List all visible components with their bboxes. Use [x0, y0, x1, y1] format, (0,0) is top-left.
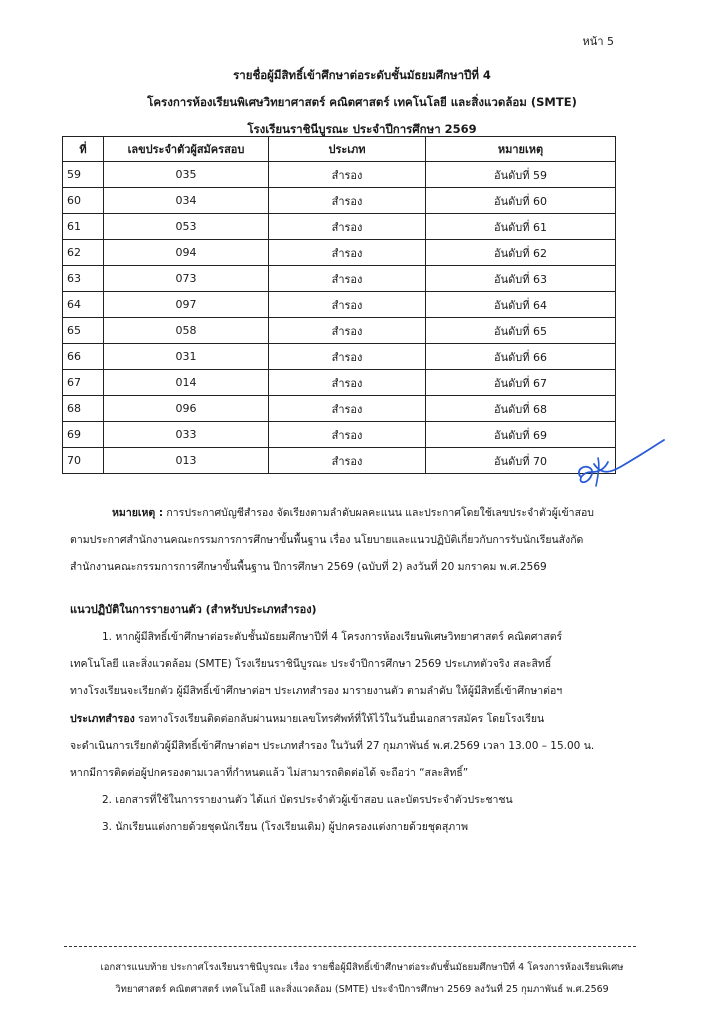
cell-no: 61 [63, 214, 104, 240]
cell-applicant-id: 053 [104, 214, 269, 240]
cell-type: สำรอง [269, 240, 426, 266]
cell-remark: อันดับที่ 68 [426, 396, 616, 422]
remark-label: หมายเหตุ : [112, 507, 164, 519]
guideline-item-1-line-5: จะดำเนินการเรียกตัวผู้มีสิทธิ์เข้าศึกษาต่อฯ ประเภทสำรอง ในวันที่ 27 กุมภาพันธ์ พ.ศ.2569 เวลา 13.00 – 15.00 น. [70, 739, 595, 752]
cell-applicant-id: 073 [104, 266, 269, 292]
cell-type: สำรอง [269, 292, 426, 318]
cell-remark: อันดับที่ 62 [426, 240, 616, 266]
remark-text-1: การประกาศบัญชีสำรอง จัดเรียงตามลำดับผลคะแนน และประกาศโดยใช้เลขประจำตัวผู้เข้าสอบ [166, 507, 594, 519]
cell-applicant-id: 094 [104, 240, 269, 266]
table-row [63, 292, 616, 318]
title-line-2: โครงการห้องเรียนพิเศษวิทยาศาสตร์ คณิตศาสตร์ เทคโนโลยี และสิ่งแวดล้อม (SMTE) [147, 95, 577, 109]
cell-type: สำรอง [269, 370, 426, 396]
cell-type: สำรอง [269, 188, 426, 214]
cell-no: 66 [63, 344, 104, 370]
footer-divider [64, 946, 636, 947]
guideline-item-1-line-4-text: รอทางโรงเรียนติดต่อกลับผ่านหมายเลขโทรศัพท์ที่ให้ไว้ในวันยื่นเอกสารสมัคร โดยโรงเรียน [134, 712, 545, 725]
cell-no: 65 [63, 318, 104, 344]
title-line-1: รายชื่อผู้มีสิทธิ์เข้าศึกษาต่อระดับชั้นมัธยมศึกษาปีที่ 4 [233, 68, 491, 82]
guideline-item-1-line-2: เทคโนโลยี และสิ่งแวดล้อม (SMTE) โรงเรียนราชินีบูรณะ ประจำปีการศึกษา 2569 ประเภทตัวจริง สละสิทธิ์ [70, 658, 552, 671]
header-type: ประเภท [269, 137, 426, 162]
cell-applicant-id: 031 [104, 344, 269, 370]
footer-line-2: วิทยาศาสตร์ คณิตศาสตร์ เทคโนโลยี และสิ่งแวดล้อม (SMTE) ประจำปีการศึกษา 2569 ลงวันที่ 25 กุมภาพันธ์ พ.ศ.2569 [115, 984, 609, 995]
title-line-3: โรงเรียนราชินีบูรณะ ประจำปีการศึกษา 2569 [247, 122, 477, 136]
cell-applicant-id: 013 [104, 448, 269, 474]
table-row [63, 396, 616, 422]
table-row [63, 344, 616, 370]
cell-applicant-id: 058 [104, 318, 269, 344]
cell-remark: อันดับที่ 70 [426, 448, 616, 474]
cell-remark: อันดับที่ 59 [426, 162, 616, 188]
cell-remark: อันดับที่ 65 [426, 318, 616, 344]
signature-mark [572, 436, 668, 496]
cell-remark: อันดับที่ 60 [426, 188, 616, 214]
cell-no: 64 [63, 292, 104, 318]
remark-line-1 [70, 500, 630, 527]
guideline-item-1-line-6: หากมีการติดต่อผู้ปกครองตามเวลาที่กำหนดแล้ว ไม่สามารถติดต่อได้ จะถือว่า “สละสิทธิ์” [70, 767, 469, 780]
cell-applicant-id: 014 [104, 370, 269, 396]
cell-applicant-id: 097 [104, 292, 269, 318]
header-remark: หมายเหตุ [426, 137, 616, 162]
table-row [63, 370, 616, 396]
cell-type: สำรอง [269, 266, 426, 292]
table-row [63, 162, 616, 188]
guideline-item-1-line-1: 1. หากผู้มีสิทธิ์เข้าศึกษาต่อระดับชั้นมัธยมศึกษาปีที่ 4 โครงการห้องเรียนพิเศษวิทยาศาสตร์ คณิตศาสตร์ [102, 631, 563, 643]
cell-type: สำรอง [269, 214, 426, 240]
header-applicant-id: เลขประจำตัวผู้สมัครสอบ [104, 137, 269, 162]
guideline-item-2: 2. เอกสารที่ใช้ในการรายงานตัว ได้แก่ บัตรประจำตัวผู้เข้าสอบ และบัตรประจำตัวประชาชน [102, 794, 513, 807]
cell-remark: อันดับที่ 61 [426, 214, 616, 240]
cell-remark: อันดับที่ 63 [426, 266, 616, 292]
cell-applicant-id: 034 [104, 188, 269, 214]
remark-line-3: สำนักงานคณะกรรมการการศึกษาขั้นพื้นฐาน ปีการศึกษา 2569 (ฉบับที่ 2) ลงวันที่ 20 มกราคม พ.ศ.2569 [70, 561, 547, 573]
cell-no: 70 [63, 448, 104, 474]
cell-no: 60 [63, 188, 104, 214]
cell-remark: อันดับที่ 67 [426, 370, 616, 396]
cell-applicant-id: 096 [104, 396, 269, 422]
cell-type: สำรอง [269, 396, 426, 422]
table-row [63, 448, 616, 474]
guideline-item-1-line-4 [70, 706, 630, 733]
table-row [63, 214, 616, 240]
table-row [63, 422, 616, 448]
cell-type: สำรอง [269, 318, 426, 344]
table-row [63, 188, 616, 214]
cell-remark: อันดับที่ 69 [426, 422, 616, 448]
cell-no: 59 [63, 162, 104, 188]
cell-remark: อันดับที่ 66 [426, 344, 616, 370]
cell-remark: อันดับที่ 64 [426, 292, 616, 318]
cell-no: 63 [63, 266, 104, 292]
remark-line-2: ตามประกาศสำนักงานคณะกรรมการการศึกษาขั้นพื้นฐาน เรื่อง นโยบายและแนวปฏิบัติเกี่ยวกับการรับนักเรียนสังกัด [70, 534, 584, 546]
cell-no: 68 [63, 396, 104, 422]
guideline-item-1-line-3: ทางโรงเรียนจะเรียกตัว ผู้มีสิทธิ์เข้าศึกษาต่อฯ ประเภทสำรอง มารายงานตัว ตามลำดับ ให้ผู้มีสิทธิ์เข้าศึกษาต่อฯ [70, 685, 563, 698]
footer-line-1: เอกสารแนบท้าย ประกาศโรงเรียนราชินีบูรณะ เรื่อง รายชื่อผู้มีสิทธิ์เข้าศึกษาต่อระดับชั้นมัธยมศึกษาปีที่ 4 โครงการห้องเรียนพิเศษ [100, 962, 624, 973]
cell-applicant-id: 033 [104, 422, 269, 448]
cell-no: 67 [63, 370, 104, 396]
document-titles [0, 62, 724, 143]
cell-type: สำรอง [269, 162, 426, 188]
cell-no: 69 [63, 422, 104, 448]
table-header-row [63, 137, 616, 162]
cell-applicant-id: 035 [104, 162, 269, 188]
remark-paragraph [70, 500, 630, 581]
cell-type: สำรอง [269, 448, 426, 474]
table-row [63, 240, 616, 266]
cell-type: สำรอง [269, 344, 426, 370]
guideline-item-3: 3. นักเรียนแต่งกายด้วยชุดนักเรียน (โรงเรียนเดิม) ผู้ปกครองแต่งกายด้วยชุดสุภาพ [102, 821, 468, 834]
reporting-guideline-list [70, 624, 630, 842]
cell-no: 62 [63, 240, 104, 266]
page-number: หน้า 5 [582, 35, 614, 48]
table-row [63, 318, 616, 344]
table-row [63, 266, 616, 292]
reserve-type-emphasis: ประเภทสำรอง [70, 712, 135, 725]
reporting-guideline-heading: แนวปฏิบัติในการรายงานตัว (สำหรับประเภทสำรอง) [70, 603, 317, 616]
reserve-list-table [62, 136, 616, 474]
cell-type: สำรอง [269, 422, 426, 448]
footer-note [0, 957, 724, 1001]
header-no: ที่ [63, 137, 104, 162]
